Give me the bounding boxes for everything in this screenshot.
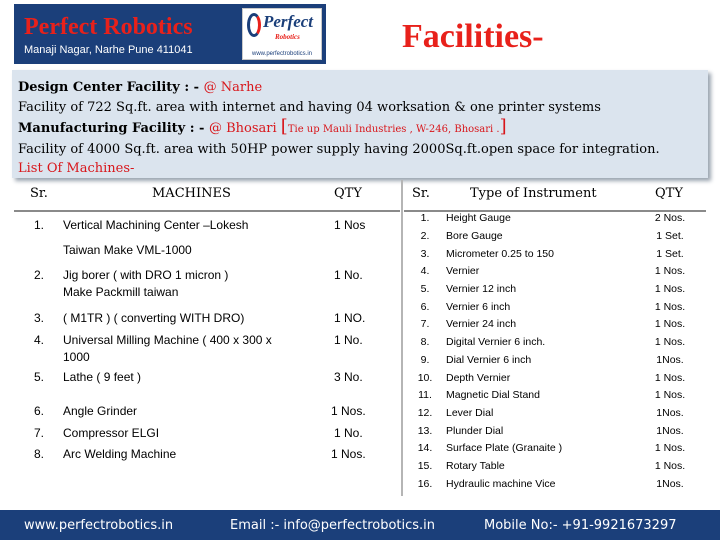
manufacturing-detail: Facility of 4000 Sq.ft. area with 50HP power supply having 2000Sq.ft.open space for integration. — [18, 141, 660, 157]
row-qty: 1 Nos — [334, 218, 366, 232]
design-center-detail: Facility of 722 Sq.ft. area with internet and having 04 worksation & one printer systems — [18, 99, 601, 115]
row-qty: 1 Nos. — [654, 283, 686, 295]
row-instrument: Lever Dial — [446, 407, 494, 419]
row-machine: Universal Milling Machine ( 400 x 300 x — [63, 333, 272, 347]
logo-url: www.perfectrobotics.in — [251, 51, 313, 57]
footer-email-link[interactable]: Email :- info@perfectrobotics.in — [230, 518, 436, 533]
row-sr: 2. — [34, 268, 45, 282]
row-sr: 7. — [420, 318, 430, 330]
instruments-name-header: Type of Instrument — [470, 186, 597, 201]
tables-divider — [401, 180, 403, 496]
design-center-location: @ Narhe — [203, 80, 263, 95]
row-instrument: Depth Vernier — [446, 372, 511, 384]
row-machine: Jig borer ( with DRO 1 micron ) — [63, 268, 229, 282]
row-qty: 1 Nos. — [654, 372, 686, 384]
bracket-open: [ — [280, 116, 288, 137]
row-qty: 2 Nos. — [654, 212, 686, 224]
footer-bar — [0, 510, 720, 540]
row-machine: Arc Welding Machine — [63, 447, 177, 461]
row-sr: 3. — [34, 311, 45, 325]
row-instrument: Surface Plate (Granaite ) — [446, 442, 563, 454]
row-sr: 2. — [420, 230, 430, 242]
row-qty: 1Nos. — [656, 407, 684, 419]
row-sr: 1. — [420, 212, 430, 224]
manufacturing-location: @ Bhosari — [208, 121, 277, 136]
row-machine: Vertical Machining Center –Lokesh — [63, 218, 249, 232]
row-sr: 5. — [34, 370, 45, 384]
row-instrument: Rotary Table — [446, 460, 505, 472]
instruments-qty-header: QTY — [655, 186, 683, 201]
row-sr: 3. — [420, 248, 430, 260]
row-qty: 1 No. — [334, 333, 363, 347]
row-qty: 1 Set. — [656, 230, 684, 242]
company-logo — [242, 8, 322, 60]
row-qty: 1 Set. — [656, 248, 684, 260]
row-machine-line2: 1000 — [63, 350, 90, 364]
row-qty: 1 Nos. — [654, 318, 686, 330]
row-qty: 1Nos. — [656, 478, 684, 490]
row-qty: 1 Nos. — [654, 336, 686, 348]
row-qty: 1 NO. — [334, 311, 366, 325]
manufacturing-label: Manufacturing Facility : - — [18, 121, 209, 136]
row-qty: 1 Nos. — [331, 447, 366, 461]
intro-panel — [12, 70, 708, 178]
row-qty: 3 No. — [334, 370, 363, 384]
row-sr: 6. — [34, 404, 45, 418]
machines-name-header: MACHINES — [152, 186, 231, 201]
row-instrument: Vernier 6 inch — [446, 301, 511, 313]
manufacturing-tieup: Tie up Mauli Industries , W-246, Bhosari . — [287, 124, 500, 135]
row-instrument: Micrometer 0.25 to 150 — [446, 248, 554, 260]
row-qty: 1 No. — [334, 426, 363, 440]
footer-website-link[interactable]: www.perfectrobotics.in — [24, 518, 174, 533]
row-instrument: Dial Vernier 6 inch — [446, 354, 532, 366]
row-qty: 1 Nos. — [654, 301, 686, 313]
row-instrument: Bore Gauge — [446, 230, 503, 242]
row-qty: 1 Nos. — [654, 389, 686, 401]
row-instrument: Hydraulic machine Vice — [446, 478, 556, 490]
row-sr: 8. — [34, 447, 45, 461]
row-instrument: Plunder Dial — [446, 425, 504, 437]
row-note: Taiwan Make VML-1000 — [63, 243, 192, 257]
logo-word: Perfect — [263, 12, 314, 31]
company-address: Manaji Nagar, Narhe Pune 411041 — [24, 44, 193, 56]
row-qty: 1 No. — [334, 268, 363, 282]
row-sr: 16. — [417, 478, 433, 490]
row-sr: 1. — [34, 218, 45, 232]
bracket-close: ] — [499, 116, 507, 137]
row-qty: 1Nos. — [656, 354, 684, 366]
footer-mobile: Mobile No:- +91-9921673297 — [484, 518, 677, 533]
row-qty: 1 Nos. — [654, 265, 686, 277]
row-sr: 15. — [417, 460, 433, 472]
machines-header-rule — [14, 210, 400, 212]
row-sr: 8. — [420, 336, 430, 348]
row-machine: Angle Grinder — [63, 404, 138, 418]
row-sr: 7. — [34, 426, 45, 440]
row-instrument: Magnetic Dial Stand — [446, 389, 540, 401]
row-qty: 1 Nos. — [654, 442, 686, 454]
brand-banner — [14, 4, 326, 64]
row-instrument: Digital Vernier 6 inch. — [446, 336, 546, 348]
instruments-sr-header: Sr. — [412, 186, 430, 201]
list-heading: List Of Machines- — [18, 161, 135, 176]
row-instrument: Vernier — [446, 265, 480, 277]
row-sr: 6. — [420, 301, 430, 313]
design-center-label: Design Center Facility : - — [18, 80, 204, 95]
row-qty: 1Nos. — [656, 425, 684, 437]
row-instrument: Vernier 24 inch — [446, 318, 517, 330]
manufacturing-line — [18, 117, 702, 140]
row-machine: ( M1TR ) ( converting WITH DRO) — [63, 311, 245, 325]
row-instrument: Height Gauge — [446, 212, 511, 224]
row-machine: Lathe ( 9 feet ) — [63, 370, 142, 384]
row-sr: 14. — [417, 442, 433, 454]
row-sr: 11. — [418, 389, 432, 401]
design-center-line — [18, 78, 702, 98]
row-sr: 13. — [417, 425, 433, 437]
row-qty: 1 Nos. — [331, 404, 366, 418]
company-name: Perfect Robotics — [24, 14, 193, 40]
row-sr: 4. — [34, 333, 45, 347]
row-sr: 5. — [420, 283, 430, 295]
machines-qty-header: QTY — [334, 186, 362, 201]
row-sr: 10. — [417, 372, 433, 384]
row-machine: Compressor ELGI — [63, 426, 160, 440]
row-sr: 4. — [420, 265, 430, 277]
row-qty: 1 Nos. — [654, 460, 686, 472]
row-instrument: Vernier 12 inch — [446, 283, 517, 295]
row-sr: 12. — [417, 407, 433, 419]
machines-sr-header: Sr. — [30, 186, 48, 201]
page-title: Facilities- — [402, 18, 544, 55]
logo-mark-icon — [247, 13, 261, 37]
logo-sub: Robotics — [275, 33, 300, 41]
row-machine-line2: Make Packmill taiwan — [63, 285, 179, 299]
row-sr: 9. — [420, 354, 430, 366]
